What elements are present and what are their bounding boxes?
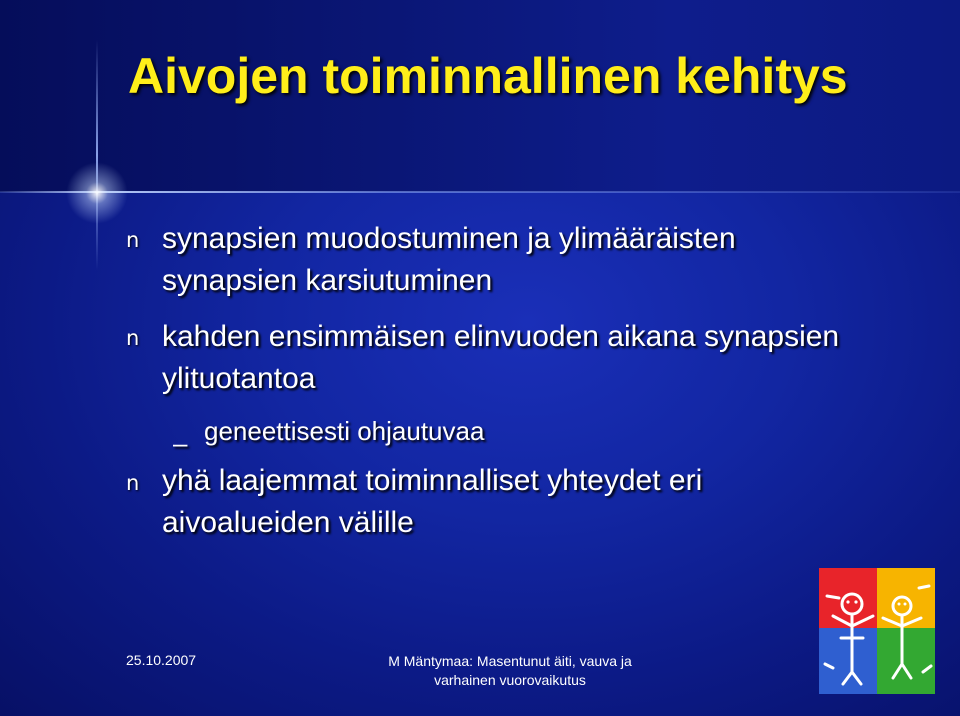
slide-title: Aivojen toiminnallinen kehitys [128,48,848,104]
decorative-horizontal-line [0,191,960,193]
footer-credit: M Mäntymaa: Masentunut äiti, vauva ja varhainen vuorovaikutus [388,653,632,688]
sub-bullet-marker: – [173,428,188,458]
footer-date: 25.10.2007 [126,652,197,668]
bullet-3-text: yhä laajemmat toiminnalliset yhteydet eri aivoalueiden välille [162,464,703,539]
bullet-marker: n [126,228,140,252]
bullet-marker: n [126,326,140,350]
decorative-vertical-line [96,40,98,270]
children-drawing-logo-icon [819,568,935,694]
decorative-light-flare [66,162,128,224]
sub-bullet-text: geneettisesti ohjautuvaa [204,416,485,446]
bullet-marker: n [126,471,140,495]
bullet-2-text: kahden ensimmäisen elinvuoden aikana synapsien ylituotantoa [162,320,840,395]
bullet-1-text: synapsien muodostuminen ja ylimääräisten synapsien karsiutuminen [162,222,736,297]
